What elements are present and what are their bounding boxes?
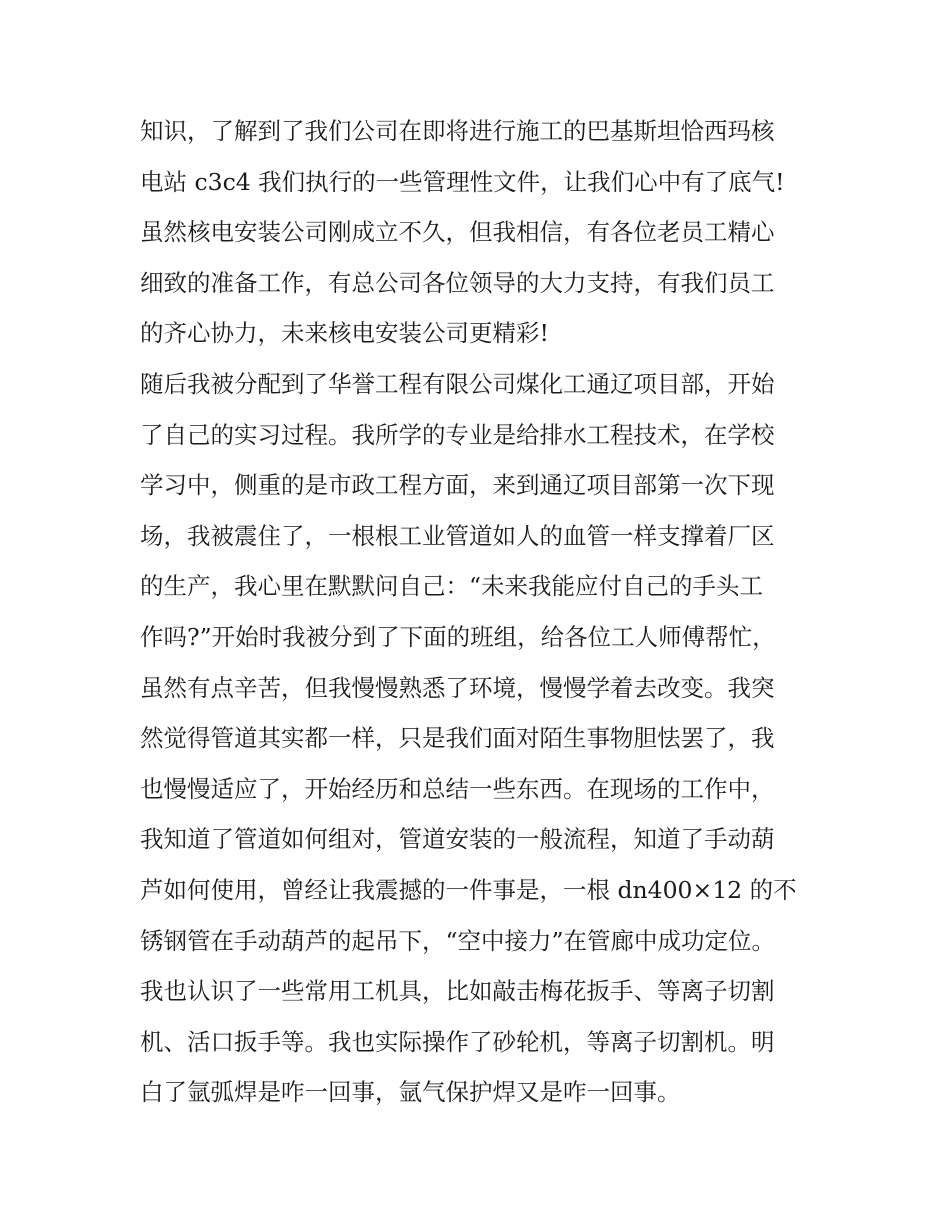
text-line: 了自己的实习过程。我所学的专业是给排水工程技术，在学校 — [140, 420, 775, 449]
text-line: 锈钢管在手动葫芦的起吊下，“空中接力”在管廊中成功定位。 — [140, 926, 776, 955]
text-line: 细致的准备工作，有总公司各位领导的大力支持，有我们员工 — [140, 268, 775, 297]
text-line: 知识，了解到了我们公司在即将进行施工的巴基斯坦恰西玛核 — [140, 117, 775, 145]
text-line: 学习中，侧重的是市政工程方面，来到通辽项目部第一次下现 — [140, 471, 775, 500]
text-line: 也慢慢适应了，开始经历和总结一些东西。在现场的工作中， — [140, 774, 775, 803]
text-line: 场，我被震住了，一根根工业管道如人的血管一样支撑着厂区 — [140, 521, 775, 550]
text-line: 我知道了管道如何组对，管道安装的一般流程，知道了手动葫 — [140, 825, 775, 854]
text-line: 随后我被分配到了华誉工程有限公司煤化工通辽项目部，开始 — [140, 369, 775, 398]
text-line: 然觉得管道其实都一样，只是我们面对陌生事物胆怯罢了，我 — [140, 724, 775, 753]
text-line: 芦如何使用，曾经让我震撼的一件事是，一根 dn400×12 的不 — [140, 875, 797, 904]
body-text — [140, 106, 820, 1118]
text-line: 虽然有点辛苦，但我慢慢熟悉了环境，慢慢学着去改变。我突 — [140, 673, 775, 702]
text-line: 机、活口扳手等。我也实际操作了砂轮机，等离子切割机。明 — [140, 1027, 775, 1056]
text-line: 白了氩弧焊是咋一回事，氩气保护焊又是咋一回事。 — [140, 1078, 681, 1107]
text-line: 作吗?”开始时我被分到了下面的班组，给各位工人师傅帮忙， — [140, 622, 776, 651]
text-line: 电站 c3c4 我们执行的一些管理性文件，让我们心中有了底气! — [140, 167, 785, 196]
text-line: 的生产，我心里在默默问自己：“未来我能应付自己的手头工 — [140, 572, 764, 601]
text-line: 我也认识了一些常用工机具，比如敲击梅花扳手、等离子切割 — [140, 977, 775, 1006]
text-line: 虽然核电安装公司刚成立不久，但我相信，有各位老员工精心 — [140, 218, 775, 247]
text-line: 的齐心协力，未来核电安装公司更精彩! — [140, 319, 549, 348]
